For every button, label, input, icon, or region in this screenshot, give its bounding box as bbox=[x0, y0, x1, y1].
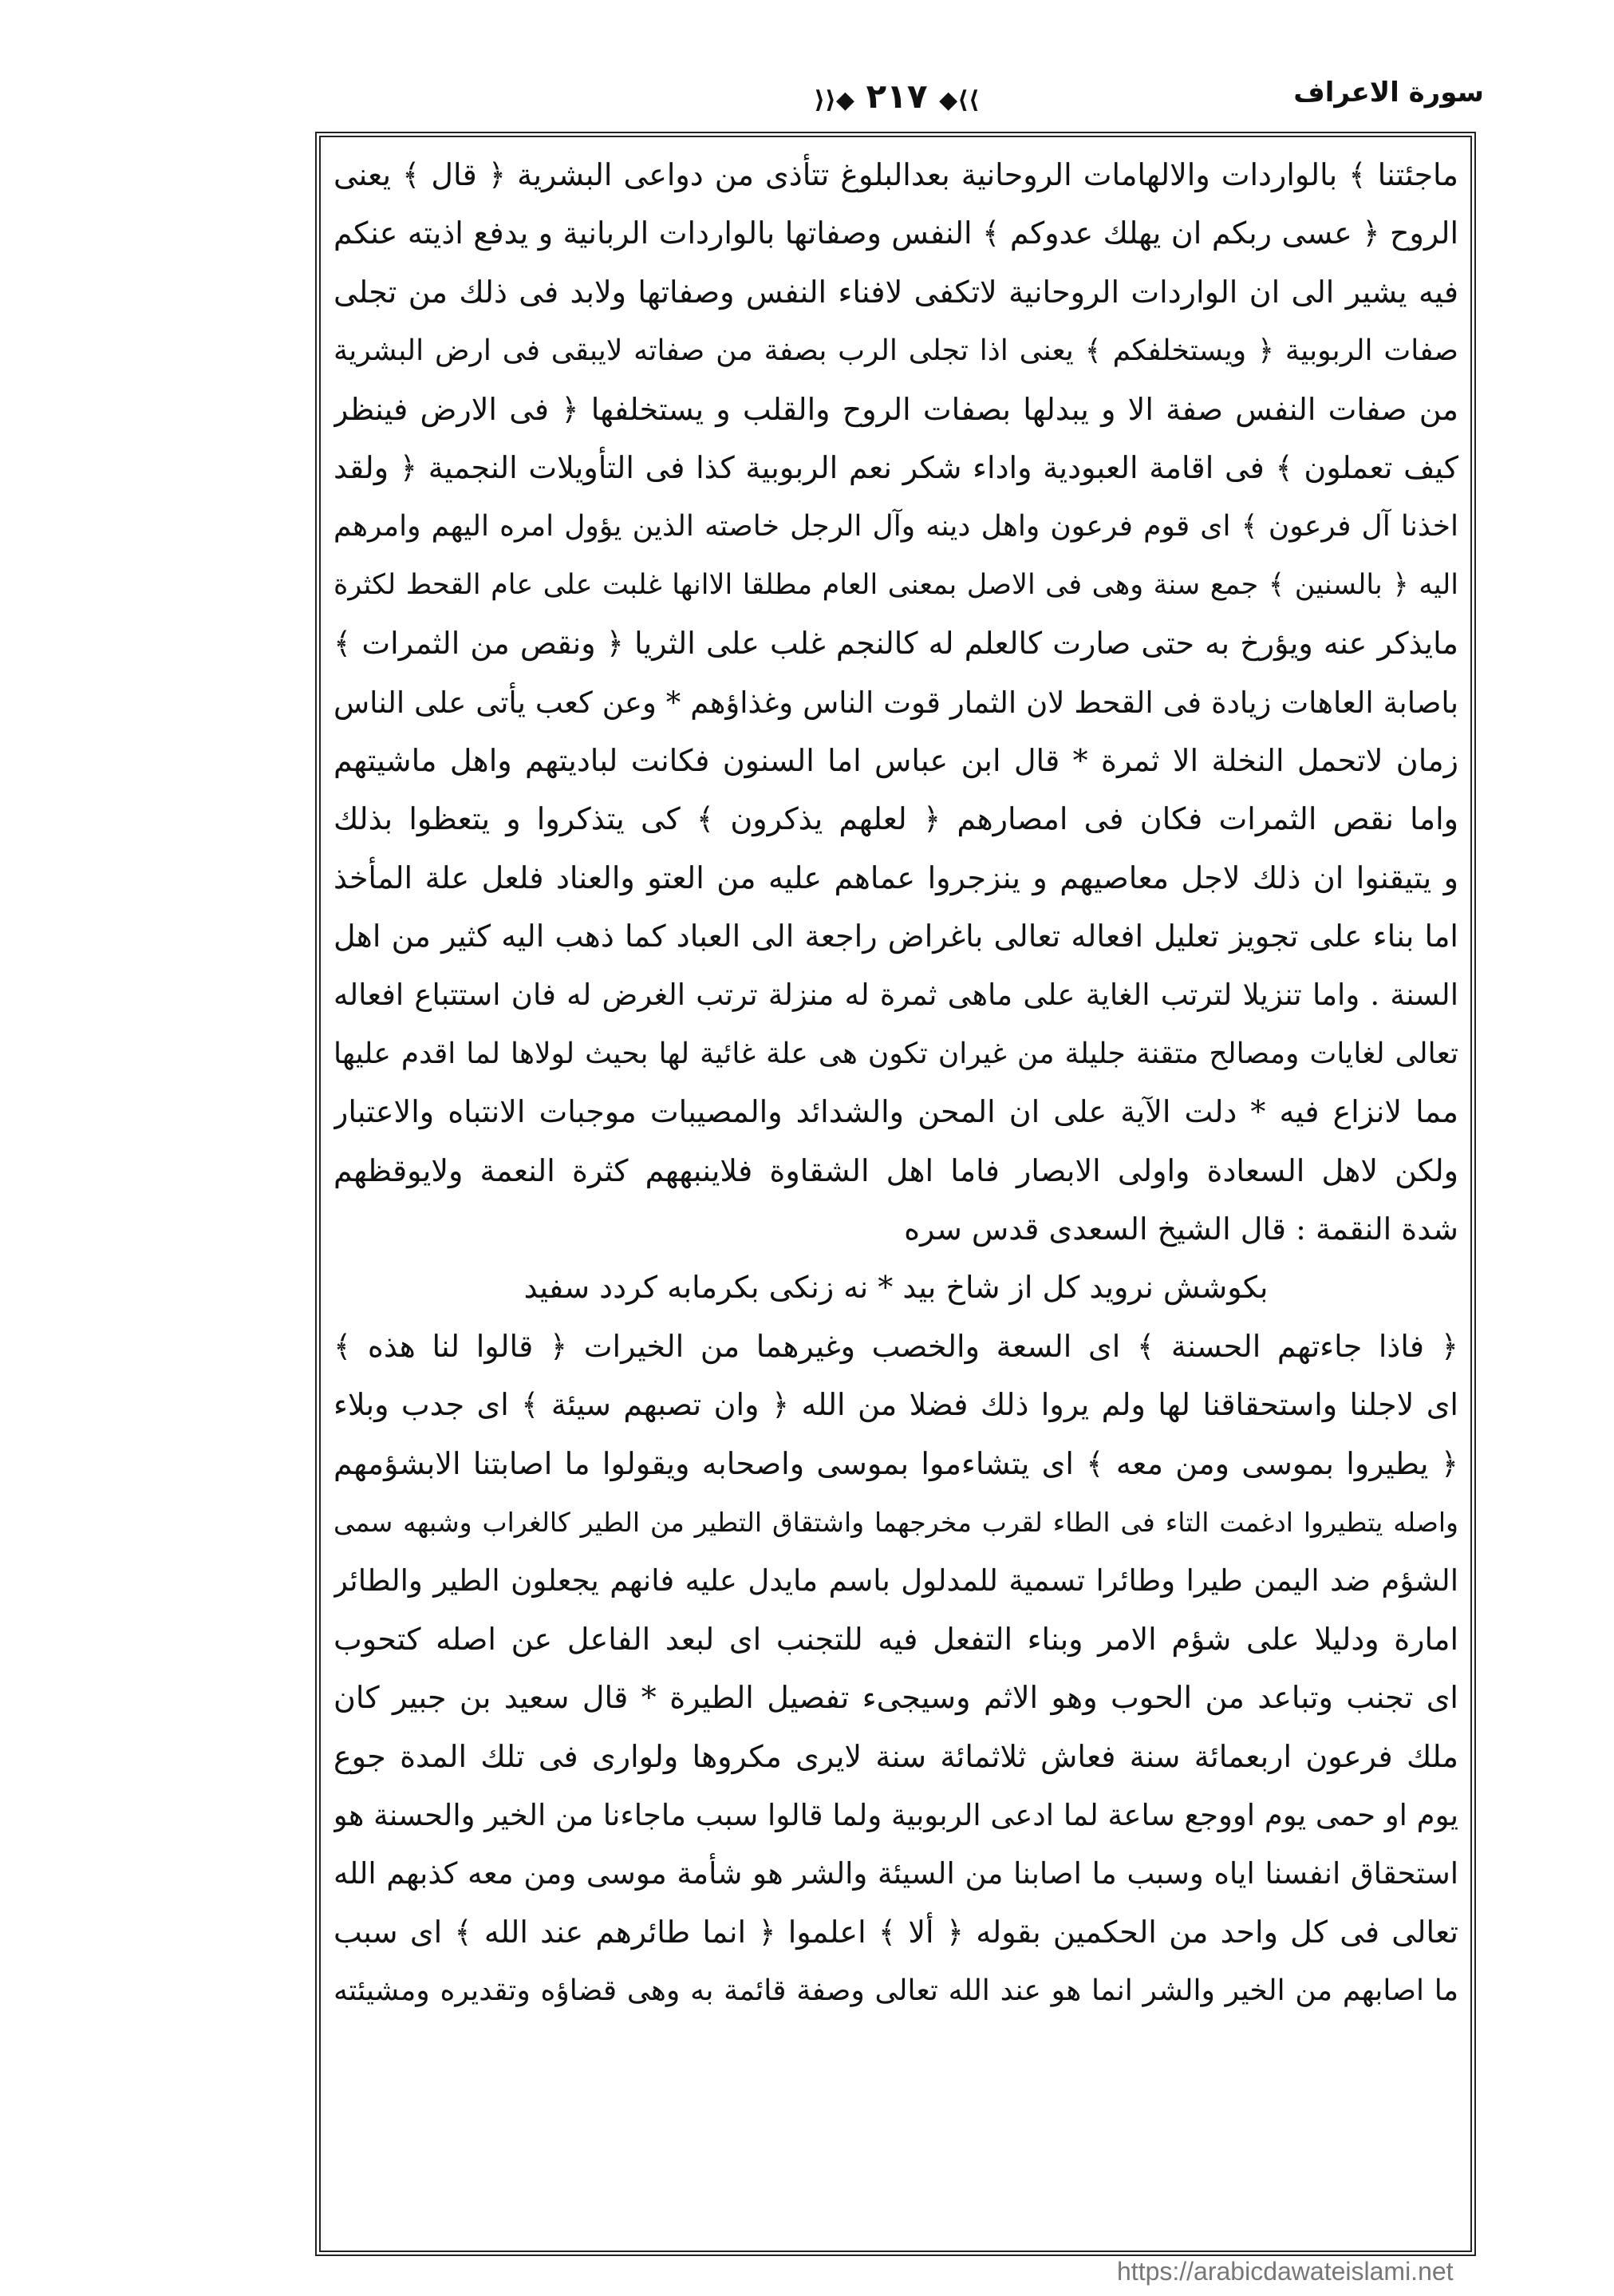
text-line: استحقاق انفسنا اياه وسبب ما اصابنا من السيئة والشر هو شأمة موسى ومن معه كذبهم الله bbox=[333, 1856, 1458, 1891]
text-line: ولكن لاهل السعادة واولى الابصار فاما اهل الشقاوة فلاينبههم كثرة النعمة ولايوقظهم bbox=[333, 1152, 1458, 1188]
text-line: شدة النقمة : قال الشيخ السعدى قدس سره bbox=[904, 1211, 1458, 1247]
text-line: امارة ودليلا على شؤم الامر وبناء التفعل فيه للتجنب اى لبعد الفاعل عن اصله كتحوب bbox=[333, 1621, 1458, 1657]
text-line: زمان لاتحمل النخلة الا ثمرة * قال ابن عباس اما السنون فكانت لباديتهم واهل ماشيتهم bbox=[333, 742, 1458, 778]
ornament-left-icon: ⟩⟩◆ bbox=[939, 86, 980, 114]
text-line: الشؤم ضد اليمن طيرا وطائرا تسمية للمدلول باسم مايدل عليه فانهم يجعلون الطير والطائر bbox=[333, 1563, 1458, 1599]
page-number-value: ٢١٧ bbox=[866, 77, 928, 116]
text-line: و يتيقنوا ان ذلك لاجل معاصيهم و ينزجروا عماهم عليه من العتو والعناد فلعل علة المأخذ bbox=[333, 860, 1458, 895]
page-header bbox=[310, 77, 1484, 129]
text-line: اليه ﴿ بالسنين ﴾ جمع سنة وهى فى الاصل بمعنى العام مطلقا الاانها غلبت على عام القحط لكثرة bbox=[333, 568, 1458, 601]
text-line: ما اصابهم من الخير والشر انما هو عند الله تعالى وصفة قائمة به وهى قضاؤه وتقديره ومشيئته bbox=[333, 1974, 1458, 2008]
text-line: صفات الربوبية ﴿ ويستخلفكم ﴾ يعنى اذا تجلى الرب بصفة من صفاته لايبقى فى ارض البشرية bbox=[333, 334, 1458, 368]
text-line: تعالى فى كل واحد من الحكمين بقوله ﴿ ألا ﴾ اعلموا ﴿ انما طائرهم عند الله ﴾ اى سبب bbox=[333, 1914, 1458, 1950]
text-line: باصابة العاهات زيادة فى القحط لان الثمار قوت الناس وغذاؤهم * وعن كعب يأتى على الناس bbox=[333, 685, 1458, 720]
text-line: تعالى لغايات ومصالح متقنة جليلة من غيران تكون هى علة غائية لها بحيث لولاها لما اقدم عليها bbox=[333, 1037, 1458, 1070]
text-line: الروح ﴿ عسى ربكم ان يهلك عدوكم ﴾ النفس وصفاتها بالواردات الربانية و يدفع اذيته عنكم bbox=[333, 215, 1458, 251]
page-number bbox=[814, 77, 979, 116]
text-line: اما بناء على تجويز تعليل افعاله تعالى باغراض راجعة الى العباد كما ذهب اليه كثير من اهل bbox=[333, 919, 1458, 954]
ornament-right-icon: ◆⟨⟨ bbox=[814, 86, 854, 114]
text-line: اى لاجلنا واستحقاقنا لها ولم يروا ذلك فضلا من الله ﴿ وان تصبهم سيئة ﴾ اى جدب وبلاء bbox=[333, 1387, 1458, 1423]
body-text bbox=[333, 146, 1458, 2021]
text-line: واما نقص الثمرات فكان فى امصارهم ﴿ لعلهم يذكرون ﴾ كى يتذكروا و يتعظوا بذلك bbox=[333, 801, 1458, 837]
text-line: اخذنا آل فرعون ﴾ اى قوم فرعون واهل دينه وآل الرجل خاصته الذين يؤول امره اليهم وامرهم bbox=[333, 510, 1458, 543]
text-line: مايذكر عنه ويؤرخ به حتى صارت كالعلم له كالنجم غلب على الثريا ﴿ ونقص من الثمرات ﴾ bbox=[333, 626, 1458, 662]
text-line: ﴿ يطيروا بموسى ومن معه ﴾ اى يتشاءموا بموسى واصحابه ويقولوا ما اصابتنا الابشؤمهم bbox=[333, 1445, 1458, 1481]
text-line: ملك فرعون اربعمائة سنة فعاش ثلاثمائة سنة لايرى مكروها ولوارى فى تلك المدة جوع bbox=[333, 1738, 1458, 1774]
text-line: مما لانزاع فيه * دلت الآية على ان المحن والشدائد والمصيبات موجبات الانتباه والاعتبار bbox=[333, 1094, 1458, 1130]
text-line: كيف تعملون ﴾ فى اقامة العبودية واداء شكر نعم الربوبية كذا فى التأويلات النجمية ﴿ ولقد bbox=[333, 449, 1458, 485]
text-line: السنة . واما تنزيلا لترتب الغاية على ماهى ثمرة له منزلة ترتب الغرض له فان استتباع افعاله bbox=[333, 978, 1458, 1013]
text-line: فيه يشير الى ان الواردات الروحانية لاتكفى لافناء النفس وصفاتها ولابد فى ذلك من تجلى bbox=[333, 274, 1458, 310]
text-line: ماجئتنا ﴾ بالواردات والالهامات الروحانية بعدالبلوغ تتأذى من دواعى البشرية ﴿ قال ﴾ يعنى bbox=[333, 157, 1458, 192]
text-line: يوم او حمى يوم اووجع ساعة لما ادعى الربوبية ولما قالوا سبب ماجاءنا من الخير والحسنة هو bbox=[333, 1797, 1458, 1832]
text-line: ﴿ فاذا جاءتهم الحسنة ﴾ اى السعة والخصب وغيرهما من الخيرات ﴿ قالوا لنا هذه ﴾ bbox=[333, 1328, 1458, 1364]
text-line: واصله يتطيروا ادغمت التاء فى الطاء لقرب مخرجهما واشتقاق التطير من الطير كالغراب وشبهه سمى bbox=[333, 1506, 1458, 1538]
text-line: من صفات النفس صفة الا و يبدلها بصفات الروح والقلب و يستخلفها ﴿ فى الارض فينظر bbox=[333, 391, 1458, 427]
persian-verse: بكوشش نرويد كل از شاخ بيد * نه زنكى بكرمابه كردد سفيد bbox=[523, 1270, 1269, 1306]
text-line: اى تجنب وتباعد من الحوب وهو الاثم وسيجىء تفصيل الطيرة * قال سعيد بن جبير كان bbox=[333, 1680, 1458, 1716]
surah-title: سورة الاعراف bbox=[1293, 77, 1484, 109]
watermark-url: https://arabicdawateislami.net bbox=[1117, 2257, 1454, 2286]
